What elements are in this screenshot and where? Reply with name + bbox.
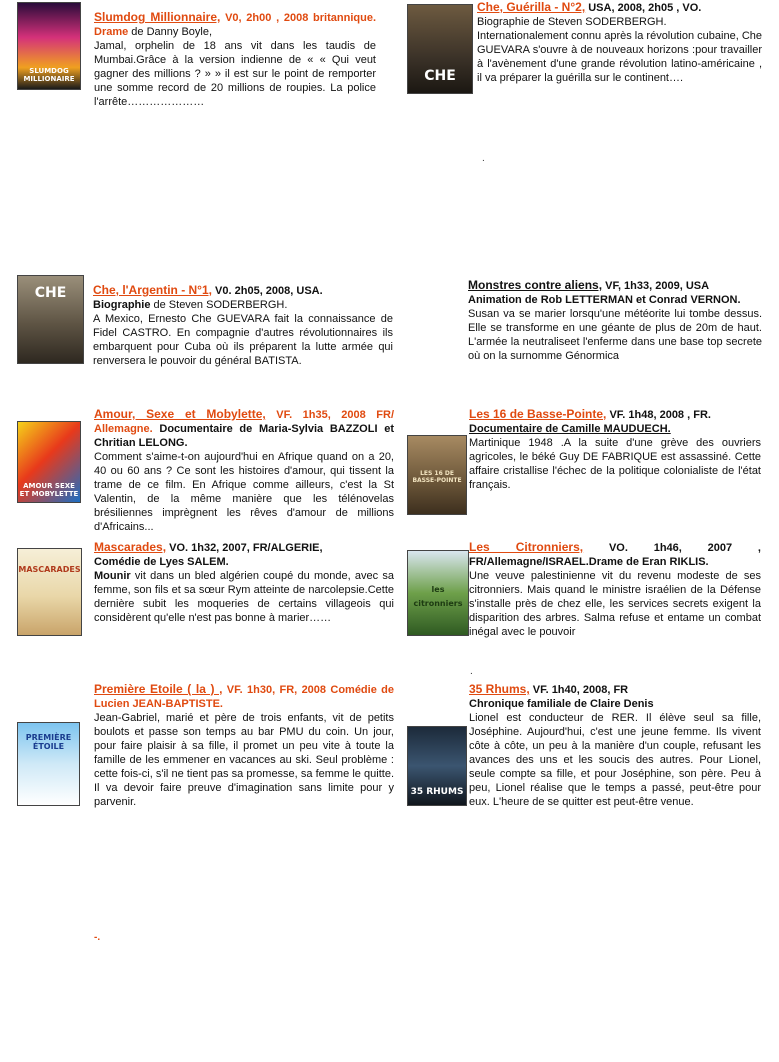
movie-title[interactable]: Monstres contre aliens, (468, 278, 603, 292)
movie-entry-che-argentin (17, 275, 397, 385)
entry-text (94, 682, 394, 809)
poster-title: CHE (424, 68, 456, 84)
poster-slumdog (17, 2, 81, 90)
movie-entry-mascarades (17, 540, 397, 650)
movie-meta: VF. 1h35, 2008 FR/ Allemagne. (94, 409, 395, 435)
movie-entry-amour (17, 407, 397, 537)
entry-text (477, 0, 762, 85)
movie-meta: VF. 1h30, FR, 2008 Comédie de Lucien JEAN-BAPTISTE. (94, 684, 395, 710)
movie-description: A Mexico, Ernesto Che GUEVARA fait la connaissance de Fidel CASTRO. En compagnie d'autres révolutionnaires ils embarquent pour Cuba où ils préparent la lutte armée qui renversera le pouvoir du général BATISTA. (93, 313, 393, 367)
movie-entry-citronniers (407, 540, 767, 650)
movie-meta: V0, 2h00 , 2008 britannique. Drame (94, 12, 376, 38)
entry-text (93, 283, 393, 368)
movie-description: Susan va se marier lorsqu'une météorite lui tombe dessus. Elle se transforme en une géante de plus de 20m de haut. L'armée la neutraliseet l'enferme dans une base top secrete où on la surnomme Génormica (468, 308, 762, 362)
entry-text (468, 278, 762, 363)
movie-title[interactable]: Che, Guérilla - N°2, (477, 0, 586, 14)
poster-title: CHE (34, 285, 67, 301)
poster-che-argentin (17, 275, 84, 364)
poster-title: les citronniers (413, 585, 463, 608)
movie-title[interactable]: Slumdog Millionnaire, (94, 10, 221, 24)
movie-entry-slumdog (17, 2, 387, 117)
entry-text (94, 540, 394, 625)
movie-credit: Comédie de Lyes SALEM. (94, 556, 229, 568)
movie-meta: VF. 1h40, 2008, FR (529, 684, 629, 696)
movie-meta: VF. 1h48, 2008 , FR. (606, 409, 711, 421)
movie-entry-monstres (468, 278, 768, 368)
movie-description: Une veuve palestinienne vit du revenu modeste de ses citronniers. Mais quand le ministre israélien de la Défense s'installe près de chez elle, les services secrets exigent la disparition des arbres. Salma refuse et entame un combat inégal avec le pouvoir (469, 570, 761, 638)
movie-credit: de Steven SODERBERGH. (150, 299, 288, 311)
movie-description: Internationalement connu après la révolution cubaine, Che GUEVARA s'ouvre à de nouveaux horizons :pour travailler à l'avènement d'une grande révolution latino-américaine , il va préparer la guérilla sur le continent…. (477, 30, 762, 84)
movie-title[interactable]: Mascarades, (94, 540, 167, 554)
movie-description: vit dans un bled algérien coupé du monde, avec sa femme, son fils et sa sœur Rym atteinte de narcolepsie.Cette dernière subit les moqueries de certains villageois qui considèrent qu'elle n'est pas bonne à marier…… (94, 570, 394, 624)
poster-citronniers (407, 550, 469, 636)
movie-genre: Biographie (93, 299, 151, 311)
poster-amour (17, 421, 81, 503)
stray-mark: -. (94, 932, 101, 943)
movie-title[interactable]: Amour, Sexe et Mobylette, (94, 407, 266, 421)
movie-meta: USA, 2008, 2h05 , VO. (585, 2, 702, 14)
movie-credit: Biographie de Steven SODERBERGH. (477, 16, 667, 28)
poster-title: AMOUR SEXE ET MOBYLETTE (19, 482, 79, 498)
movie-description: Jean-Gabriel, marié et père de trois enfants, vit de petits boulots et passe son temps au bar PMU du coin. Un jour, pour faire plaisir à sa fille, il promet un peu vite à toute la famille de les emmener en vacances au ski. Seul problème : cette fois-ci, s'il ne tient pas sa promesse, sa femme le quitte. Il va devoir faire preuve d'imagination sans limite pour y parvenir. (94, 712, 394, 808)
poster-rhums (407, 726, 467, 806)
movie-meta: V0. 2h05, 2008, USA. (212, 285, 323, 297)
movie-meta: VO. 1h46, 2007 , FR/Allemagne/ISRAEL.Drame de Eran RIKLIS. (469, 542, 761, 568)
poster-mascarades (17, 548, 82, 636)
movie-credit: de Danny Boyle, (131, 26, 213, 38)
entry-text (94, 10, 376, 109)
entry-text (469, 682, 761, 809)
movie-title[interactable]: Les 16 de Basse-Pointe, (469, 407, 607, 421)
movie-title[interactable]: Première Etoile ( la ) , (94, 682, 223, 696)
movie-entry-rhums (407, 680, 767, 830)
poster-basse-pointe (407, 435, 467, 515)
movie-description: Jamal, orphelin de 18 ans vit dans les taudis de Mumbai.Grâce à la version indienne de « « Qui veut gagner des millions ? » » il est sur le point de remporter une somme record de 20 millions de roupies. La police l'arrête………………… (94, 40, 376, 108)
movie-meta: VO. 1h32, 2007, FR/ALGERIE, (166, 542, 323, 554)
entry-text (469, 407, 761, 492)
poster-title: PREMIÈRE ÉTOILE (25, 733, 72, 751)
poster-title: 35 RHUMS (410, 787, 464, 797)
entry-text (94, 407, 394, 534)
poster-etoile (17, 722, 80, 806)
movie-entry-che-guerilla (407, 0, 767, 100)
movie-credit: Documentaire de Maria-Sylvia BAZZOLI et Chritian LELONG. (94, 423, 394, 449)
movie-title[interactable]: Che, l'Argentin - N°1, (93, 283, 212, 297)
movie-title[interactable]: Les Citronniers, (469, 540, 584, 554)
poster-title: MASCARADES (18, 565, 81, 574)
poster-title: SLUMDOG MILLIONAIRE (23, 67, 75, 83)
movie-description: Martinique 1948 .A la suite d'une grève des ouvriers agricoles, le béké Guy DE FABRIQUE est assassiné. Cette affaire cristallise l'échec de la politique colonialiste de l'état français. (469, 437, 761, 491)
poster-title: LES 16 DE BASSE-POINTE (412, 470, 462, 484)
poster-che-guerilla (407, 4, 473, 94)
movie-entry-basse-pointe (407, 407, 767, 517)
entry-text (469, 540, 761, 639)
movie-meta: VF, 1h33, 2009, USA (602, 280, 710, 292)
movie-credit: Documentaire de Camille MAUDUECH. (469, 423, 671, 435)
movie-title[interactable]: 35 Rhums, (469, 682, 530, 696)
stray-mark: . (470, 666, 473, 677)
movie-credit: Animation de Rob LETTERMAN et Conrad VERNON. (468, 294, 741, 306)
movie-description: Lionel est conducteur de RER. Il élève seul sa fille, Joséphine. Aujourd'hui, c'est une jeune femme. Ils vivent côte à côte, un peu à la manière d'un couple, refusant les avances des uns et les soucis des autres. Pour Lionel, seule compte sa fille, et pour Joséphine, son père. Peu à peu, Lionel réalise que le temps a passé, peut-être pour eux. L'heure de se quitter est peut-être venue. (469, 712, 761, 808)
movie-character: Mounir (94, 570, 131, 582)
movie-description: Comment s'aime-t-on aujourd'hui en Afrique quand on a 20, 40 ou 60 ans ? Ce sont les histoires d'amour, qui tissent la trame de ce film. En Afrique comme ailleurs, c'est la St Valentin, de la même manière que les télénovelas brésiliennes imprègnent les rêves d'amour de millions d'Africains... (94, 451, 394, 533)
movie-credit: Chronique familiale de Claire Denis (469, 698, 654, 710)
stray-mark: . (482, 153, 485, 164)
movie-entry-etoile (17, 680, 397, 810)
